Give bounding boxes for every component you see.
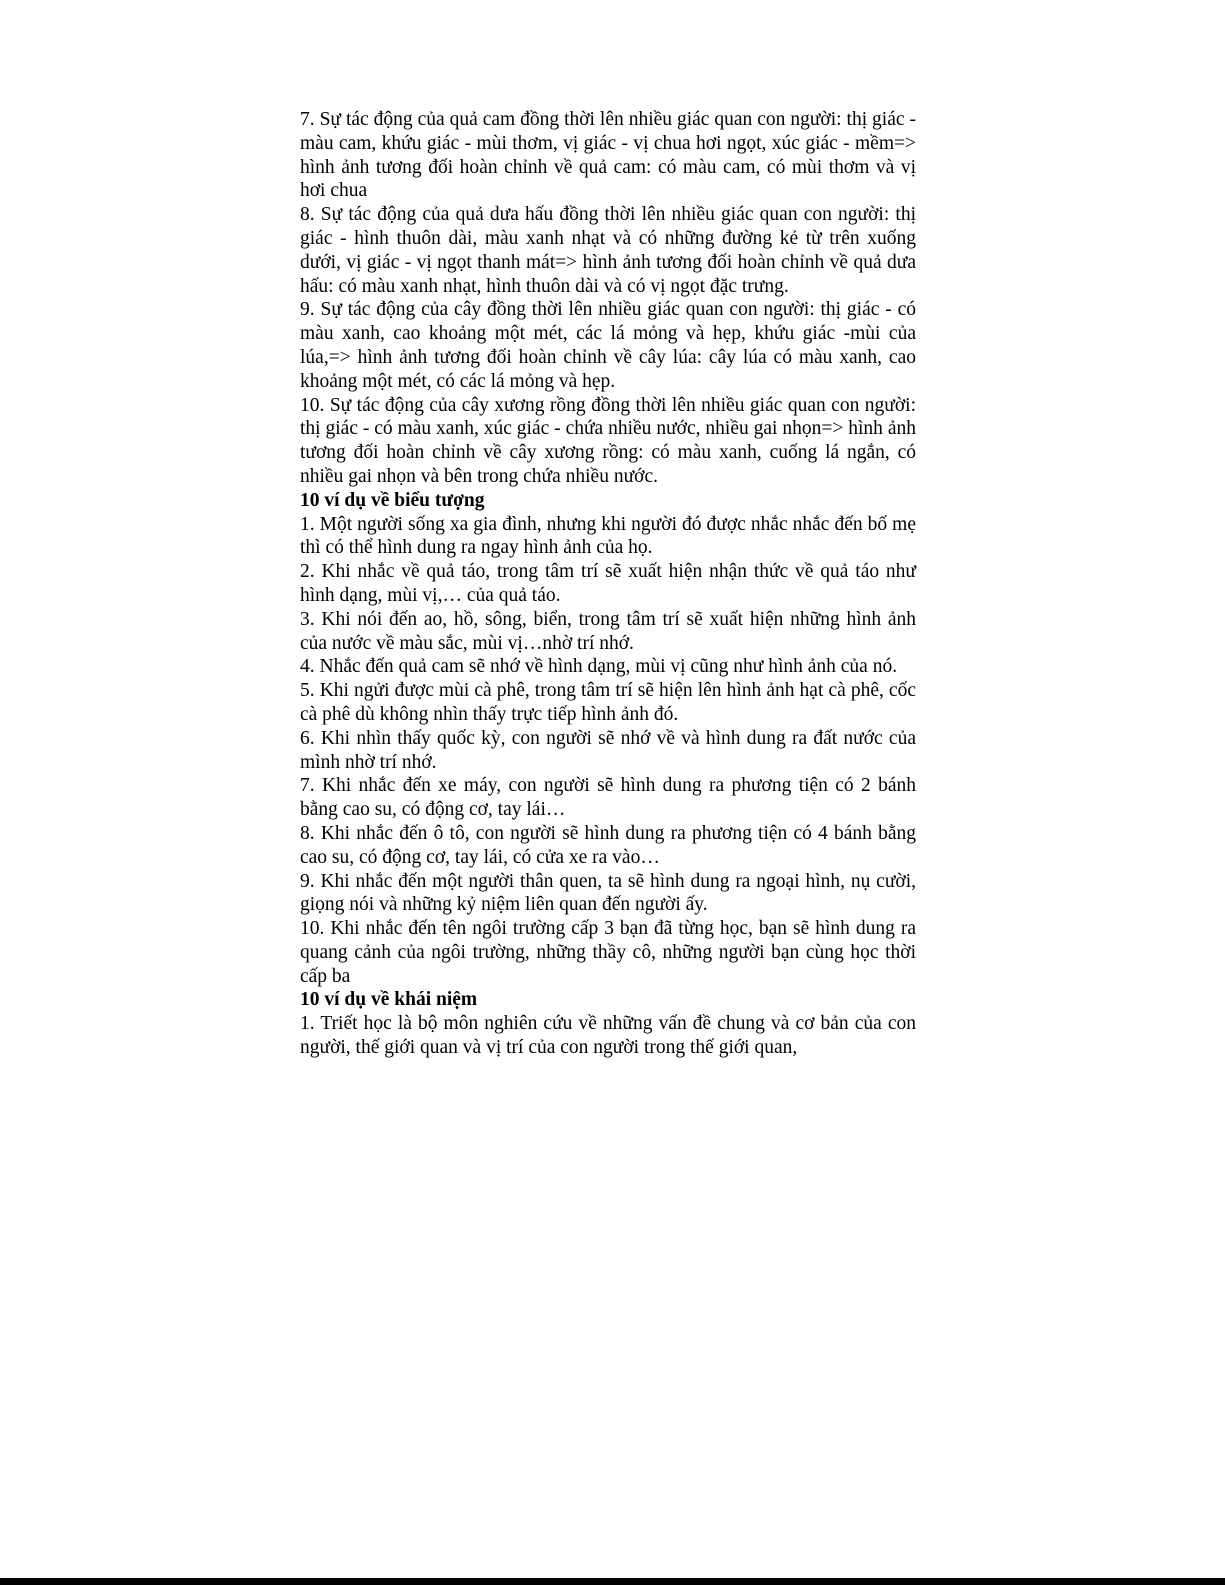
document-body [300, 108, 916, 1060]
paragraph: 2. Khi nhắc về quả táo, trong tâm trí sẽ xuất hiện nhận thức về quả táo như hình dạng, mùi vị,… của quả táo. [300, 561, 916, 606]
paragraph: 7. Sự tác động của quả cam đồng thời lên nhiều giác quan con người: thị giác - màu cam, khứu giác - mùi thơm, vị giác - vị chua hơi ngọt, xúc giác - mềm=> hình ảnh tương đối hoàn chỉnh về quả cam: có màu cam, có mùi thơm và vị hơi chua [300, 109, 916, 202]
paragraph: 1. Triết học là bộ môn nghiên cứu về những vấn đề chung và cơ bản của con người, thế giới quan và vị trí của con người trong thế giới quan, [300, 1013, 916, 1059]
paragraph: 10. Khi nhắc đến tên ngôi trường cấp 3 bạn đã từng học, bạn sẽ hình dung ra quang cảnh của ngôi trường, những thầy cô, những người bạn cùng học thời cấp ba [300, 918, 916, 987]
paragraph: 4. Nhắc đến quả cam sẽ nhớ về hình dạng, mùi vị cũng như hình ảnh của nó. [300, 656, 898, 678]
paragraph: 9. Sự tác động của cây đồng thời lên nhiều giác quan con người: thị giác - có màu xanh, cao khoảng một mét, các lá mỏng và hẹp, khứu giác -mùi của lúa,=> hình ảnh tương đối hoàn chỉnh về cây lúa: cây lúa có màu xanh, cao khoảng một mét, có các lá mỏng và hẹp. [300, 299, 916, 392]
paragraph: 8. Khi nhắc đến ô tô, con người sẽ hình dung ra phương tiện có 4 bánh bằng cao su, có động cơ, tay lái, có cửa xe ra vào… [300, 822, 916, 868]
paragraph: 3. Khi nói đến ao, hồ, sông, biển, trong tâm trí sẽ xuất hiện những hình ảnh của nước về màu sắc, mùi vị…nhờ trí nhớ. [300, 608, 916, 654]
paragraph: 1. Một người sống xa gia đình, nhưng khi người đó được nhắc nhắc đến bố mẹ thì có thể hình dung ra ngay hình ảnh của họ. [300, 513, 916, 559]
paragraph: 9. Khi nhắc đến một người thân quen, ta sẽ hình dung ra ngoại hình, nụ cười, giọng nói và những kỷ niệm liên quan đến người ấy. [300, 870, 916, 916]
paragraph: 10. Sự tác động của cây xương rồng đồng thời lên nhiều giác quan con người: thị giác - có màu xanh, xúc giác - chứa nhiều nước, nhiều gai nhọn=> hình ảnh tương đối hoàn chỉnh về cây xương rồng: có màu xanh, cuống lá ngắn, có nhiều gai nhọn và bên trong chứa nhiều nước. [300, 394, 916, 487]
section-heading-representation: 10 ví dụ về biểu tượng [300, 489, 485, 511]
paragraph: 6. Khi nhìn thấy quốc kỳ, con người sẽ nhớ về và hình dung ra đất nước của mình nhờ trí nhớ. [300, 727, 916, 773]
paragraph: 7. Khi nhắc đến xe máy, con người sẽ hình dung ra phương tiện có 2 bánh bằng cao su, có động cơ, tay lái… [300, 775, 916, 821]
paragraph: 5. Khi ngửi được mùi cà phê, trong tâm trí sẽ hiện lên hình ảnh hạt cà phê, cốc cà phê dù không nhìn thấy trực tiếp hình ảnh đó. [300, 680, 916, 725]
paragraph: 8. Sự tác động của quả dưa hấu đồng thời lên nhiều giác quan con người: thị giác - hình thuôn dài, màu xanh nhạt và có những đường kẻ từ trên xuống dưới, vị giác - vị ngọt thanh mát=> hình ảnh tương đối hoàn chỉnh về quả dưa hấu: có màu xanh nhạt, hình thuôn dài và có vị ngọt đặc trưng. [300, 204, 916, 297]
page-bottom-border [0, 1578, 1225, 1585]
section-heading-concept: 10 ví dụ về khái niệm [300, 989, 478, 1011]
